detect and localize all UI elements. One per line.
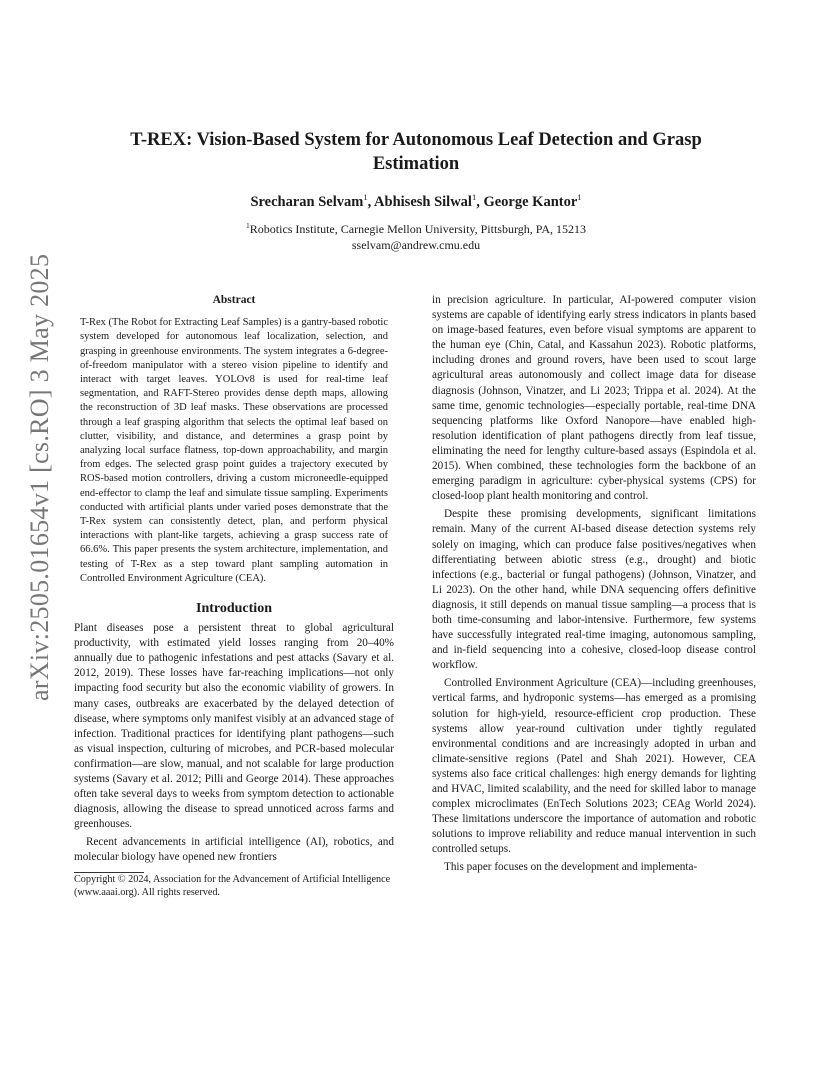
author-list bbox=[110, 192, 722, 211]
introduction-heading: Introduction bbox=[196, 600, 272, 616]
author-name: George Kantor bbox=[483, 193, 578, 210]
author-name: Srecharan Selvam bbox=[250, 193, 364, 210]
intro-paragraph: in precision agriculture. In particular, AI-powered computer vision systems are capable of identifying early stress indicators in plants based on image-based features, even before visual symptoms are apparent to the human eye (Chin, Catal, and Kassahun 2023). Robotic platforms, including drones and ground rovers, have been used to scout large agricultural areas autonomously and collect image data for disease diagnosis (Johnson, Vinatzer, and Li 2023; Trippa et al. 2024). At the same time, genomic technologies—especially portable, real-time DNA sequencing platforms like Oxford Nanopore—have enabled high-resolution identification of plant pathogens directly from leaf tissue, eliminating the need for lengthy culture-based assays (Espindola et al. 2015). When combined, these technologies form the backbone of an emerging paradigm in agriculture: cyber-physical systems (CPS) for closed-loop plant health monitoring and control. bbox=[432, 294, 756, 503]
author-separator: , bbox=[476, 193, 484, 210]
author-affil-mark: 1 bbox=[577, 192, 582, 202]
author-email: sselvam@andrew.cmu.edu bbox=[351, 238, 481, 252]
abstract-text: T-Rex (The Robot for Extracting Leaf Samples) is a gantry-based robotic system developed for autonomous leaf localization, selection, and grasping in greenhouse environments. The system integrates a 6-degree-of-freedom manipulator with a stereo vision pipeline to identify and interact with target leaves. YOLOv8 is used for real-time leaf segmentation, and RAFT-Stereo provides dense depth maps, allowing the reconstruction of 3D leaf masks. These observations are processed through a leaf grasping algorithm that selects the optimal leaf based on clutter, visibility, and distance, and determines a grasp point by analyzing local surface flatness, top-down approachability, and margin from edges. The selected grasp point guides a trajectory executed by ROS-based motion controllers, driving a custom microneedle-equipped end-effector to clamp the leaf and simulate tissue sampling. Experiments conducted with artificial plants under varied poses demonstrate that the T-Rex system can consistently detect, plan, and perform physical interactions with plant-like targets, achieving a grasp success rate of 66.6%. This paper presents the system architecture, implementation, and testing of T-Rex as a step toward plant sampling automation in Controlled Environment Agriculture (CEA). bbox=[80, 317, 388, 584]
paper-title: T-REX: Vision-Based System for Autonomous Leaf Detection and Grasp Estimation bbox=[130, 130, 702, 174]
affiliation: Robotics Institute, Carnegie Mellon University, Pittsburgh, PA, 15213 bbox=[249, 222, 586, 236]
affiliation-mark: 1 bbox=[246, 221, 250, 230]
author-affil-mark: 1 bbox=[471, 192, 477, 202]
arxiv-identifier: arXiv:2505.01654v1 [cs.RO] 3 May 2025 bbox=[25, 253, 54, 701]
intro-paragraph: Despite these promising developments, significant limitations remain. Many of the current AI-based disease detection systems rely solely on imaging, which can produce false positives/negatives when differentiating between abiotic stress (e.g., drought) and biotic infections (e.g., bacterial or fungal pathogens) (Johnson, Vinatzer, and Li 2023). On the other hand, while DNA sequencing offers definitive diagnosis, it still depends on manual tissue sampling—a process that is both time-consuming and labor-intensive. Furthermore, few systems have successfully integrated real-time imaging, autonomous sampling, and in-field sequencing into a cohesive, closed-loop disease control workflow. bbox=[432, 508, 756, 672]
intro-paragraph: Plant diseases pose a persistent threat to global agricultural productivity, with estimated yield losses ranging from 20–40% annually due to pathogenic infestations and pest attacks (Savary et al. 2012, 2019). These losses have far-reaching implications—not only impacting food security but also the economic viability of growers. In many cases, outbreaks are exacerbated by the delayed detection of disease, where symptoms only manifest visibly at an advanced stage of infection. Traditional practices for identifying plant pathogens—such as visual inspection, culturing of microbes, and PCR-based molecular confirmation—are slow, manual, and not scalable for large production systems (Savary et al. 2012; Pilli and George 2014). These approaches often take several days to weeks from symptom detection to actionable diagnosis, allowing the disease to spread unnoticed across farms and greenhouses. bbox=[74, 622, 394, 831]
intro-paragraph: This paper focuses on the development and implementa- bbox=[444, 861, 698, 874]
author-separator: , bbox=[367, 193, 375, 210]
author-name: Abhisesh Silwal bbox=[374, 193, 472, 210]
affiliation-block bbox=[110, 218, 722, 253]
left-column bbox=[74, 293, 394, 900]
intro-paragraph: Recent advancements in artificial intelligence (AI), robotics, and molecular biology have opened new frontiers bbox=[74, 836, 394, 864]
copyright-notice: Copyright © 2024, Association for the Advancement of Artificial Intelligence (www.aaai.org). All rights reserved. bbox=[74, 873, 391, 899]
abstract-heading: Abstract bbox=[212, 294, 256, 306]
right-column bbox=[432, 293, 756, 876]
author-affil-mark: 1 bbox=[363, 192, 368, 202]
intro-paragraph: Controlled Environment Agriculture (CEA)—including greenhouses, vertical farms, and hydroponic systems—has emerged as a promising solution for high-yield, resource-efficient crop production. These systems allow year-round cultivation under tightly regulated environmental conditions and are increasingly adopted in urban and climate-sensitive regions (Patel and Shah 2021). However, CEA systems also face critical challenges: high energy demands for lighting and HVAC, limited scalability, and the need for skilled labor to manage complex microclimates (EnTech Solutions 2023; CEAg World 2024). These limitations underscore the importance of automation and robotic solutions to improve reliability and reduce manual intervention in such controlled setups. bbox=[432, 677, 756, 856]
